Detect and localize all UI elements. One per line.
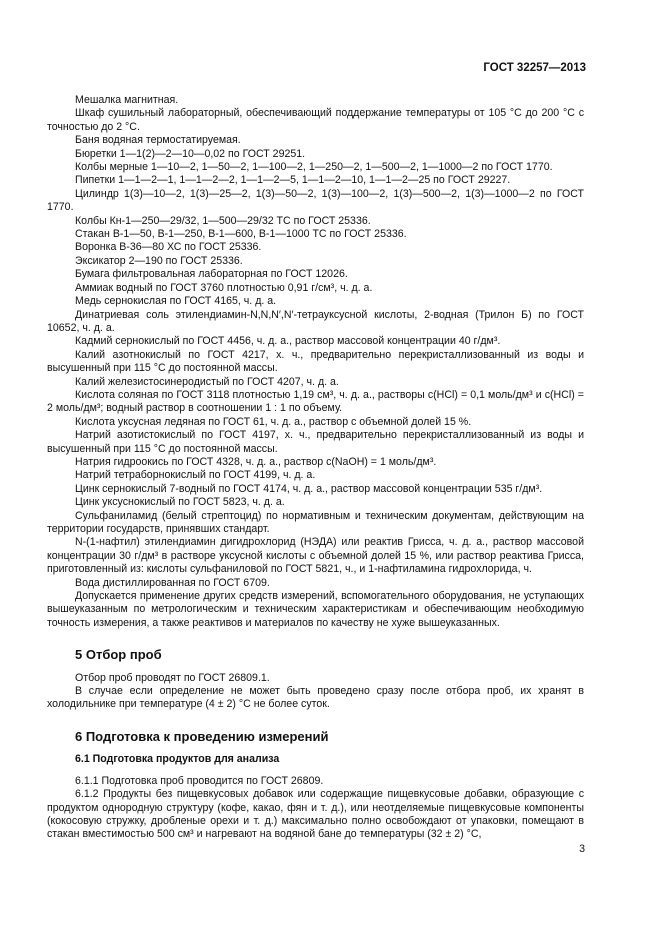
list-item: Динатриевая соль этилендиамин-N,N,N′,N′-тетрауксусной кислоты, 2-водная (Трилон Б) по ГОСТ 10652, ч. д. а. [47, 308, 584, 334]
list-item: Колбы Кн-1—250—29/32, 1—500—29/32 ТС по ГОСТ 25336. [75, 214, 371, 227]
list-item: Калий железистосинеродистый по ГОСТ 4207, ч. д. а. [75, 375, 339, 388]
page-content [47, 94, 584, 842]
list-item: Бюретки 1—1(2)—2—10—0,02 по ГОСТ 29251. [75, 147, 306, 160]
list-item: Эксикатор 2—190 по ГОСТ 25336. [75, 254, 243, 267]
list-item: Сульфаниламид (белый стрептоцид) по нормативным и техническим документам, действующим на территории государств, принявших стандарт. [47, 509, 584, 535]
doc-header: ГОСТ 32257—2013 [483, 62, 586, 74]
list-item: Кадмий сернокислый по ГОСТ 4456, ч. д. а., раствор массовой концентрации 40 г/дм³. [75, 335, 501, 348]
list-item: N-(1-нафтил) этилендиамин дигидрохлорид (НЭДА) или реактив Грисса, ч. д. а., раствор массовой концентрации 30 г/дм³ в растворе уксусной кислоты с объемной долей 15 %, или раствор реактива Грисса, приготовленный из: кислоты сульфаниловой по ГОСТ 5821, ч., и 1-нафтиламина гидрохлорида, ч. [47, 536, 584, 576]
list-item: Воронка В-36—80 ХС по ГОСТ 25336. [75, 241, 262, 254]
list-item: Натрий тетраборнокислый по ГОСТ 4199, ч. д. а. [75, 469, 316, 482]
paragraph: Отбор проб проводят по ГОСТ 26809.1. [75, 671, 270, 684]
list-item: Допускается применение других средств измерений, вспомогательного оборудования, не уступающих вышеуказанным по метрологическим и техническим характеристикам и обеспечивающим необходимую точность измерения, а также реактивов и материалов по качеству не хуже вышеуказанных. [47, 590, 584, 629]
list-item: Мешалка магнитная. [75, 94, 179, 106]
section-title: 5 Отбор проб [75, 647, 162, 663]
list-item: Аммиак водный по ГОСТ 3760 плотностью 0,91 г/см³, ч. д. а. [75, 281, 373, 294]
section-6 [47, 730, 584, 842]
list-item: Цилиндр 1(3)—10—2, 1(3)—25—2, 1(3)—50—2, 1(3)—100—2, 1(3)—500—2, 1(3)—1000—2 по ГОСТ 1770. [47, 187, 584, 214]
section-5 [47, 648, 584, 712]
list-item: Бумага фильтровальная лабораторная по ГОСТ 12026. [75, 268, 348, 281]
list-item: Вода дистиллированная по ГОСТ 6709. [75, 576, 270, 589]
paragraph: 6.1.1 Подготовка проб проводится по ГОСТ 26809. [75, 774, 324, 787]
list-item: Кислота уксусная ледяная по ГОСТ 61, ч. д. а., раствор с объемной долей 15 %. [75, 415, 472, 428]
list-item: Баня водяная термостатируемая. [75, 134, 241, 147]
page-number: 3 [579, 843, 585, 855]
list-item: Калий азотнокислый по ГОСТ 4217, х. ч., предварительно перекристаллизованный из воды и высушенный при 115 °С до постоянной массы. [47, 348, 584, 375]
list-item: Стакан В-1—50, В-1—250, В-1—600, В-1—1000 ТС по ГОСТ 25336. [75, 228, 407, 241]
list-item: Кислота соляная по ГОСТ 3118 плотностью 1,19 см³, ч. д. а., растворы c(HCl) = 0,1 моль/дм³ и c(HCl) = 2 моль/дм³; водный раствор в соотношении 1 : 1 по объему. [47, 388, 584, 415]
list-item: Шкаф сушильный лабораторный, обеспечивающий поддержание температуры от 105 °С до 200 °С с точностью до 2 °С. [47, 107, 584, 133]
list-item: Натрия гидроокись по ГОСТ 4328, ч. д. а., раствор c(NaOH) = 1 моль/дм³. [75, 455, 437, 468]
list-item: Колбы мерные 1—10—2, 1—50—2, 1—100—2, 1—250—2, 1—500—2, 1—1000—2 по ГОСТ 1770. [75, 161, 553, 174]
list-item: Цинк сернокислый 7-водный по ГОСТ 4174, ч. д. а., раствор массовой концентрации 535 г/дм³. [75, 482, 543, 495]
list-item: Пипетки 1—1—2—1, 1—1—2—2, 1—1—2—5, 1—1—2—10, 1—1—2—25 по ГОСТ 29227. [75, 174, 511, 187]
section-title: 6 Подготовка к проведению измерений [75, 728, 329, 744]
subsection-title: 6.1 Подготовка продуктов для анализа [75, 753, 280, 766]
paragraph: 6.1.2 Продукты без пищевкусовых добавок или содержащие пищевкусовые добавки, образующие с продуктом однородную структуру (кофе, какао, фян и т. д.), или неотделяемые пищевкусовые компоненты (кокосовую стружку, дробленые орехи и т. д.) максимально полно освобождают от упаковки, помещают в стакан вместимостью 500 см³ и нагревают на водяной бане до температуры (32 ± 2) °С, [47, 788, 584, 841]
equipment-list [47, 94, 584, 630]
list-item: Медь сернокислая по ГОСТ 4165, ч. д. а. [75, 295, 277, 308]
list-item: Натрий азотистокислый по ГОСТ 4197, х. ч., предварительно перекристаллизованный из воды и высушенный при 115 °С до постоянной массы. [47, 429, 584, 455]
paragraph: В случае если определение не может быть проведено сразу после отбора проб, их хранят в холодильнике при температуре (4 ± 2) °С не более суток. [47, 685, 584, 711]
list-item: Цинк уксуснокислый по ГОСТ 5823, ч. д. а. [75, 496, 285, 509]
